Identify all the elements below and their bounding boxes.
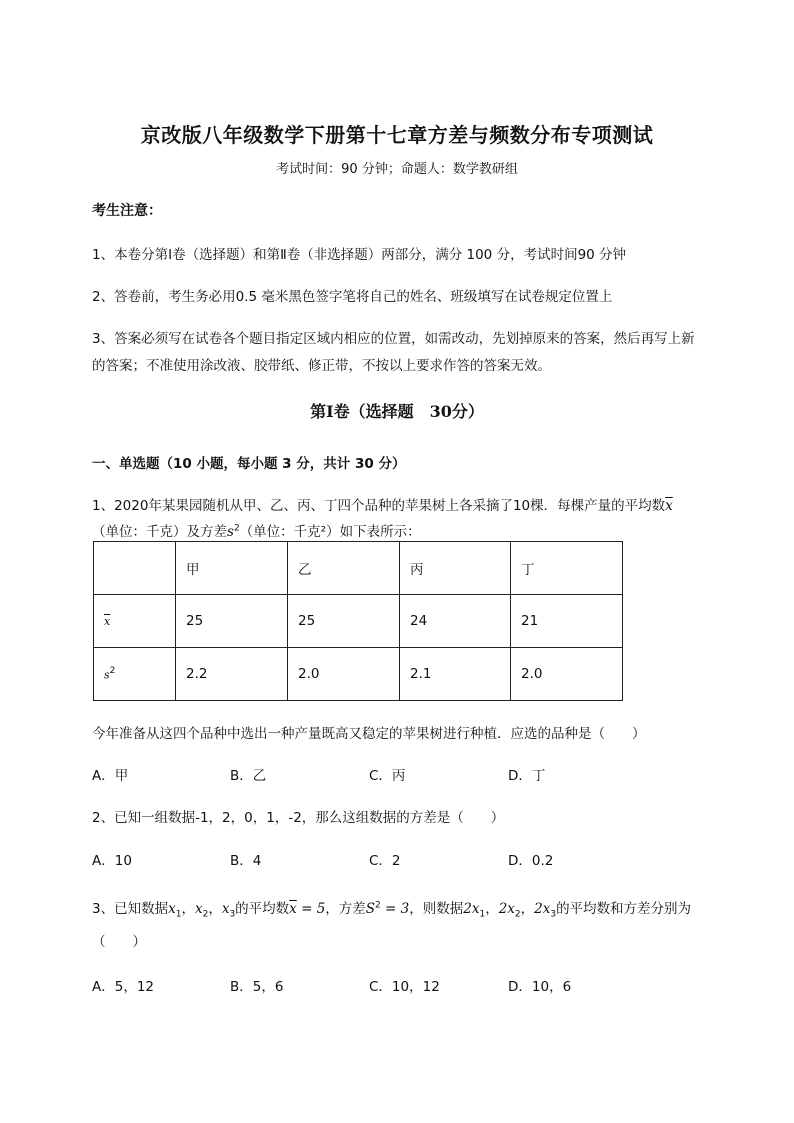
- variance-row-symbol: s: [104, 668, 110, 682]
- question-2-stem: 2、已知一组数据-1，2，0，1，-2，那么这组数据的方差是（ ）: [92, 810, 505, 826]
- exam-info: 考试时间：90 分钟；命题人：数学教研组: [276, 162, 518, 177]
- separator: ，: [208, 901, 222, 917]
- table-cell: 24: [400, 595, 511, 648]
- q2-option-b[interactable]: B．4: [230, 853, 262, 869]
- variable-2x2: 2x: [498, 901, 515, 917]
- q1-option-b[interactable]: B．乙: [230, 768, 267, 784]
- notice-item-2: 2、答卷前，考生务必用0.5 毫米黑色签字笔将自己的姓名、班级填写在试卷规定位置上: [92, 289, 613, 305]
- notice-item-3: 3、答案必须写在试卷各个题目指定区域内相应的位置，如需改动，先划掉原来的答案，然后再写上新: [92, 331, 695, 347]
- mean-value: = 5: [296, 901, 326, 917]
- question-3-text: ，方差: [325, 901, 366, 917]
- question-1-stem: 今年准备从这四个品种中选出一种产量既高又稳定的苹果树进行种植．应选的品种是（ ）: [92, 726, 646, 742]
- table-row: [94, 542, 623, 595]
- table-row: [94, 648, 623, 701]
- variance-symbol: S: [365, 901, 376, 917]
- mean-row-symbol: $\overline{x}$: [104, 615, 111, 628]
- table-cell: 2.0: [511, 648, 623, 701]
- q3-option-b[interactable]: B．5，6: [230, 979, 284, 995]
- question-3-line-1: [92, 897, 691, 920]
- question-1-line-2: [92, 520, 421, 540]
- q3-option-d[interactable]: D．10，6: [508, 979, 572, 995]
- variance-exponent: 2: [375, 900, 381, 911]
- table-header-cell: 甲: [176, 542, 288, 595]
- q2-option-c[interactable]: C．2: [369, 853, 401, 869]
- question-1-text: 1、2020年某果园随机从甲、乙、丙、丁四个品种的苹果树上各采摘了10棵．每棵产量的平均数: [92, 498, 666, 514]
- subscript: 2: [514, 909, 521, 920]
- question-3-text: 的平均数: [235, 901, 290, 917]
- table-cell: 25: [288, 595, 400, 648]
- question-3-text: ，则数据: [409, 901, 464, 917]
- subscript: 3: [550, 909, 557, 920]
- subscript: 1: [175, 909, 182, 920]
- subscript: 1: [479, 909, 486, 920]
- table-cell: 2.2: [176, 648, 288, 701]
- variance-exponent: 2: [233, 523, 240, 534]
- q1-option-a[interactable]: A．甲: [92, 768, 129, 784]
- table-cell: 25: [176, 595, 288, 648]
- variable-2x1: 2x: [463, 901, 480, 917]
- subscript: 3: [229, 909, 236, 920]
- table-cell: 2.0: [288, 648, 400, 701]
- variance-symbol: s: [227, 524, 234, 540]
- table-row-label: [94, 595, 176, 648]
- notice-item-3-cont: 的答案；不准使用涂改液、胶带纸、修正带，不按以上要求作答的答案无效。: [92, 358, 551, 374]
- question-1-unit-text: （单位：千克）及方差: [92, 524, 227, 540]
- variance-row-exponent: 2: [109, 665, 116, 676]
- table-header-cell: 丙: [400, 542, 511, 595]
- q3-option-c[interactable]: C．10，12: [369, 979, 440, 995]
- separator: ，: [485, 901, 499, 917]
- question-3-line-2: （ ）: [92, 934, 146, 950]
- notice-item-1: 1、本卷分第Ⅰ卷（选择题）和第Ⅱ卷（非选择题）两部分，满分 100 分，考试时间90 分钟: [92, 247, 627, 263]
- variable-x3: x: [221, 901, 230, 917]
- mean-symbol: $\overline{x}$: [665, 498, 673, 514]
- mean-symbol: $\overline{x}$: [289, 901, 297, 917]
- question-3-text: 3、已知数据: [92, 901, 169, 917]
- notice-heading: 考生注意：: [92, 203, 162, 219]
- table-header-cell: 丁: [511, 542, 623, 595]
- question-3-text: 的平均数和方差分别为: [556, 901, 692, 917]
- table-row: [94, 595, 623, 648]
- table-header-cell: 乙: [288, 542, 400, 595]
- variable-x2: x: [194, 901, 203, 917]
- q1-option-c[interactable]: C．丙: [369, 768, 406, 784]
- variance-value: = 3: [380, 901, 410, 917]
- section-title: 第Ⅰ卷（选择题 30分）: [310, 402, 484, 421]
- q1-option-d[interactable]: D．丁: [508, 768, 546, 784]
- part-heading: 一、单选题（10 小题，每小题 3 分，共计 30 分）: [92, 456, 406, 472]
- data-table: [93, 541, 623, 701]
- table-cell: [94, 542, 176, 595]
- q2-option-d[interactable]: D．0.2: [508, 853, 554, 869]
- variable-2x3: 2x: [534, 901, 551, 917]
- separator: ，: [181, 901, 195, 917]
- question-1-line-1: [92, 494, 673, 514]
- question-1-unit-text-2: （单位：千克²）如下表所示：: [239, 524, 421, 540]
- q2-option-a[interactable]: A．10: [92, 853, 132, 869]
- separator: ，: [520, 901, 535, 917]
- subscript: 2: [202, 909, 209, 920]
- table-cell: 2.1: [400, 648, 511, 701]
- page-title: 京改版八年级数学下册第十七章方差与频数分布专项测试: [140, 123, 654, 147]
- q3-option-a[interactable]: A．5，12: [92, 979, 155, 995]
- table-row-label: [94, 648, 176, 701]
- variable-x1: x: [168, 901, 176, 917]
- table-cell: 21: [511, 595, 623, 648]
